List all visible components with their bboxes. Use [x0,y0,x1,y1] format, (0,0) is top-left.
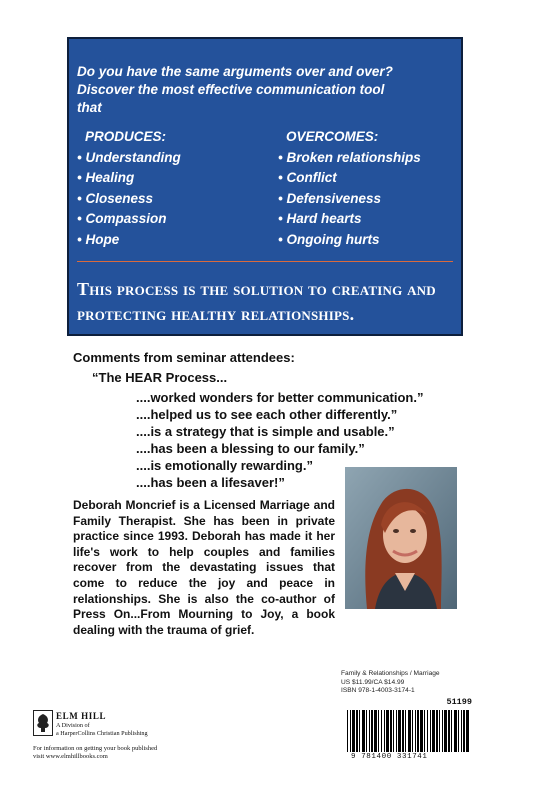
overcomes-item: • Ongoing hurts [278,230,421,251]
barcode-bar [371,710,373,752]
barcode-bar [417,710,419,752]
author-bio: Deborah Moncrief is a Licensed Marriage and Family Therapist. She has been in private practice since 1993. Deborah has made it her life's work to help couples and families recover from the devastating issues that come to reduce the joy and peace in relationships. She is also the co-author of Press On...From Mourning to Joy, a book dealing with the trauma of grief. [73,498,335,637]
barcode-bar [366,710,367,752]
publisher-division-line2: a HarperCollins Christian Publishing [56,729,148,737]
barcode-bar [458,710,459,752]
testimonial-quote: ....is emotionally rewarding.” [136,458,313,473]
produces-item: • Compassion [77,209,181,230]
tree-logo-icon [33,710,53,736]
overcomes-item: • Conflict [278,168,421,189]
barcode-bar [384,710,385,752]
barcode-bar [454,710,457,752]
comments-lead: “The HEAR Process... [92,370,228,385]
produces-header: PRODUCES: [85,129,167,144]
promo-intro-line2: that [77,100,102,115]
barcode-bar [463,710,465,752]
publisher-division-line1: A Division of [56,722,90,729]
overcomes-item: • Broken relationships [278,148,421,169]
produces-item: • Closeness [77,189,181,210]
testimonial-quote: ....has been a blessing to our family.” [136,441,365,456]
barcode-bar [352,710,355,752]
barcode-bar [378,710,379,752]
barcode-bar [439,710,440,752]
barcode-bars [339,706,475,760]
barcode-bar [430,710,431,752]
barcode-bar [396,710,397,752]
barcode-bar [362,710,365,752]
barcode-bar [436,710,438,752]
barcode-bar [444,710,447,752]
publisher-info-line1: For information on getting your book published [33,745,158,752]
barcode-bar [427,710,428,752]
isbn-digits: 9 781400 331741 [351,753,428,761]
testimonial-quote: ....has been a lifesaver!” [136,475,285,490]
overcomes-item: • Hard hearts [278,209,421,230]
category-line: Family & Relationships / Marriage [341,670,440,677]
price-code: 51199 [446,697,472,707]
barcode-bar [386,710,389,752]
author-photo [345,467,457,609]
promo-intro-line1: Discover the most effective communication tool [77,82,385,97]
publisher-name: ELM HILL [56,711,107,721]
barcode-bar [393,710,394,752]
barcode-bar [347,710,348,752]
barcode-bar [415,710,416,752]
barcode-bar [448,710,450,752]
barcode-bar [356,710,358,752]
barcode-bar [398,710,401,752]
publisher-info-line2: visit www.elmhillbooks.com [33,753,108,760]
barcode-bar [432,710,435,752]
barcode-bar [402,710,404,752]
retail-info [341,670,440,696]
produces-item: • Healing [77,168,181,189]
promo-claim: This process is the solution to creating and protecting healthy relationships. [77,279,436,324]
comments-header: Comments from seminar attendees: [73,350,295,365]
price-line: US $11.99/CA $14.99 [341,678,405,686]
overcomes-header: OVERCOMES: [286,129,379,144]
barcode-bar [408,710,411,752]
barcode-bar [442,710,443,752]
barcode-bar [381,710,382,752]
barcode-bar [466,710,469,752]
publisher-division [56,722,148,737]
barcode-bar [350,710,351,752]
barcode-bar [390,710,392,752]
barcode-bar [420,710,423,752]
barcode [339,698,475,762]
overcomes-list [278,127,421,250]
barcode-bar [369,710,370,752]
barcode-bar [374,710,377,752]
barcode-bar [405,710,406,752]
produces-list [77,127,181,250]
overcomes-item: • Defensiveness [278,189,421,210]
testimonial-quote: ....is a strategy that is simple and usable.” [136,424,395,439]
testimonial-quote: ....helped us to see each other differently.” [136,407,398,422]
barcode-bar [359,710,360,752]
testimonial-quote: ....worked wonders for better communication.” [136,390,424,405]
barcode-bar [424,710,425,752]
promo-box [67,37,463,336]
divider-rule [77,261,453,262]
produces-item: • Understanding [77,148,181,169]
produces-item: • Hope [77,230,181,251]
barcode-bar [451,710,452,752]
isbn-line: ISBN 978-1-4003-3174-1 [341,687,415,694]
publisher-info [33,745,157,761]
barcode-bar [412,710,413,752]
promo-question: Do you have the same arguments over and over? [77,64,393,79]
barcode-bar [461,710,462,752]
